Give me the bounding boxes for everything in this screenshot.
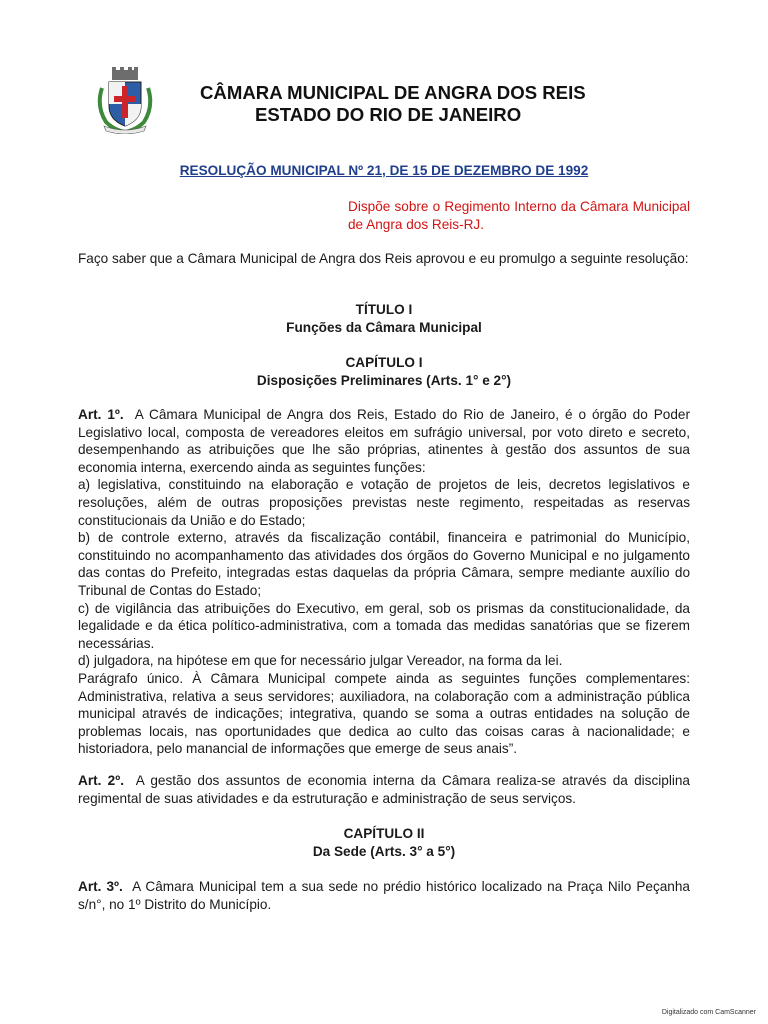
- article-1: [78, 406, 690, 758]
- capitulo-2-heading: CAPÍTULO II: [343, 826, 425, 841]
- capitulo-2-subtitle: Da Sede (Arts. 3° a 5°): [312, 844, 456, 859]
- titulo-subtitle: Funções da Câmara Municipal: [286, 320, 482, 335]
- municipal-coat-of-arms-icon: [94, 66, 156, 134]
- capitulo-1-heading: CAPÍTULO I: [345, 355, 423, 370]
- scanner-watermark: Digitalizado com CamScanner: [661, 1009, 756, 1016]
- article-2-text: A gestão dos assuntos de economia interna da Câmara realiza-se através da disciplina regimental de suas atividades e da estruturação e administração de seus serviços.: [78, 773, 690, 806]
- titulo-block: [0, 301, 768, 337]
- article-1-item-a: a) legislativa, constituindo na elaboração e votação de projetos de leis, decretos legislativos e resoluções, além de outras proposições previstas neste regimento, respeitadas as reservas constitucionais da União e do Estado;: [78, 477, 690, 528]
- capitulo-1-block: [0, 354, 768, 390]
- article-3: [78, 878, 690, 913]
- article-1-item-b: b) de controle externo, através da fiscalização contábil, financeira e patrimonial do Município, constituindo no acompanhamento das atividades dos órgãos do Governo Municipal e no julgamento das contas do Prefeito, integradas estas daquelas da própria Câmara, sempre mediante auxílio do Tribunal de Contas do Estado;: [78, 530, 690, 598]
- header-title: [200, 82, 660, 126]
- article-1-item-d: d) julgadora, na hipótese em que for necessário julgar Vereador, na forma da lei.: [78, 653, 563, 669]
- article-1-text: A Câmara Municipal de Angra dos Reis, Estado do Rio de Janeiro, é o órgão do Poder Legislativo local, composta de vereadores eleitos em sufrágio universal, por voto direto e secreto, desempenhando as atribuições que lhe são próprias, atinentes à gestão dos assuntos de sua economia interna, exercendo ainda as seguintes funções:: [78, 407, 690, 475]
- header-line-2: ESTADO DO RIO DE JANEIRO: [255, 104, 522, 125]
- article-1-item-c: c) de vigilância das atribuições do Executivo, em geral, sob os prismas da constitucionalidade, da legalidade e da ética político-administrativa, com a tomada das medidas sanatórias que se fizerem necessárias.: [78, 600, 690, 651]
- article-1-label: Art. 1º.: [78, 407, 124, 422]
- article-2: [78, 772, 690, 807]
- article-3-label: Art. 3º.: [78, 879, 123, 894]
- article-1-paragrafo-unico: Parágrafo único. À Câmara Municipal compete ainda as seguintes funções complementares: Administrativa, relativa a seus servidores; auxiliadora, na colaboração com a administração pública municipal através de indicações; integrativa, quando se soma a outras entidades na solução de problemas locais, nas oportunidades que dedica ao culto das coisas caras à nacionalidade; e historiadora, pelo manancial de informações que emerge de seus anais”.: [78, 670, 690, 757]
- titulo-heading: TÍTULO I: [355, 302, 413, 317]
- header-line-1: CÂMARA MUNICIPAL DE ANGRA DOS REIS: [200, 82, 586, 103]
- capitulo-1-subtitle: Disposições Preliminares (Arts. 1° e 2°): [256, 373, 512, 388]
- resolution-title: RESOLUÇÃO MUNICIPAL Nº 21, DE 15 DE DEZEMBRO DE 1992: [179, 163, 589, 178]
- document-header: [94, 66, 674, 136]
- article-3-text: A Câmara Municipal tem a sua sede no prédio histórico localizado na Praça Nilo Peçanha s/n°, no 1º Distrito do Município.: [78, 879, 690, 912]
- ementa: Dispõe sobre o Regimento Interno da Câmara Municipal de Angra dos Reis-RJ.: [348, 199, 690, 232]
- intro-paragraph: Faço saber que a Câmara Municipal de Angra dos Reis aprovou e eu promulgo a seguinte resolução:: [78, 251, 689, 266]
- capitulo-2-block: [0, 825, 768, 861]
- article-2-label: Art. 2º.: [78, 773, 124, 788]
